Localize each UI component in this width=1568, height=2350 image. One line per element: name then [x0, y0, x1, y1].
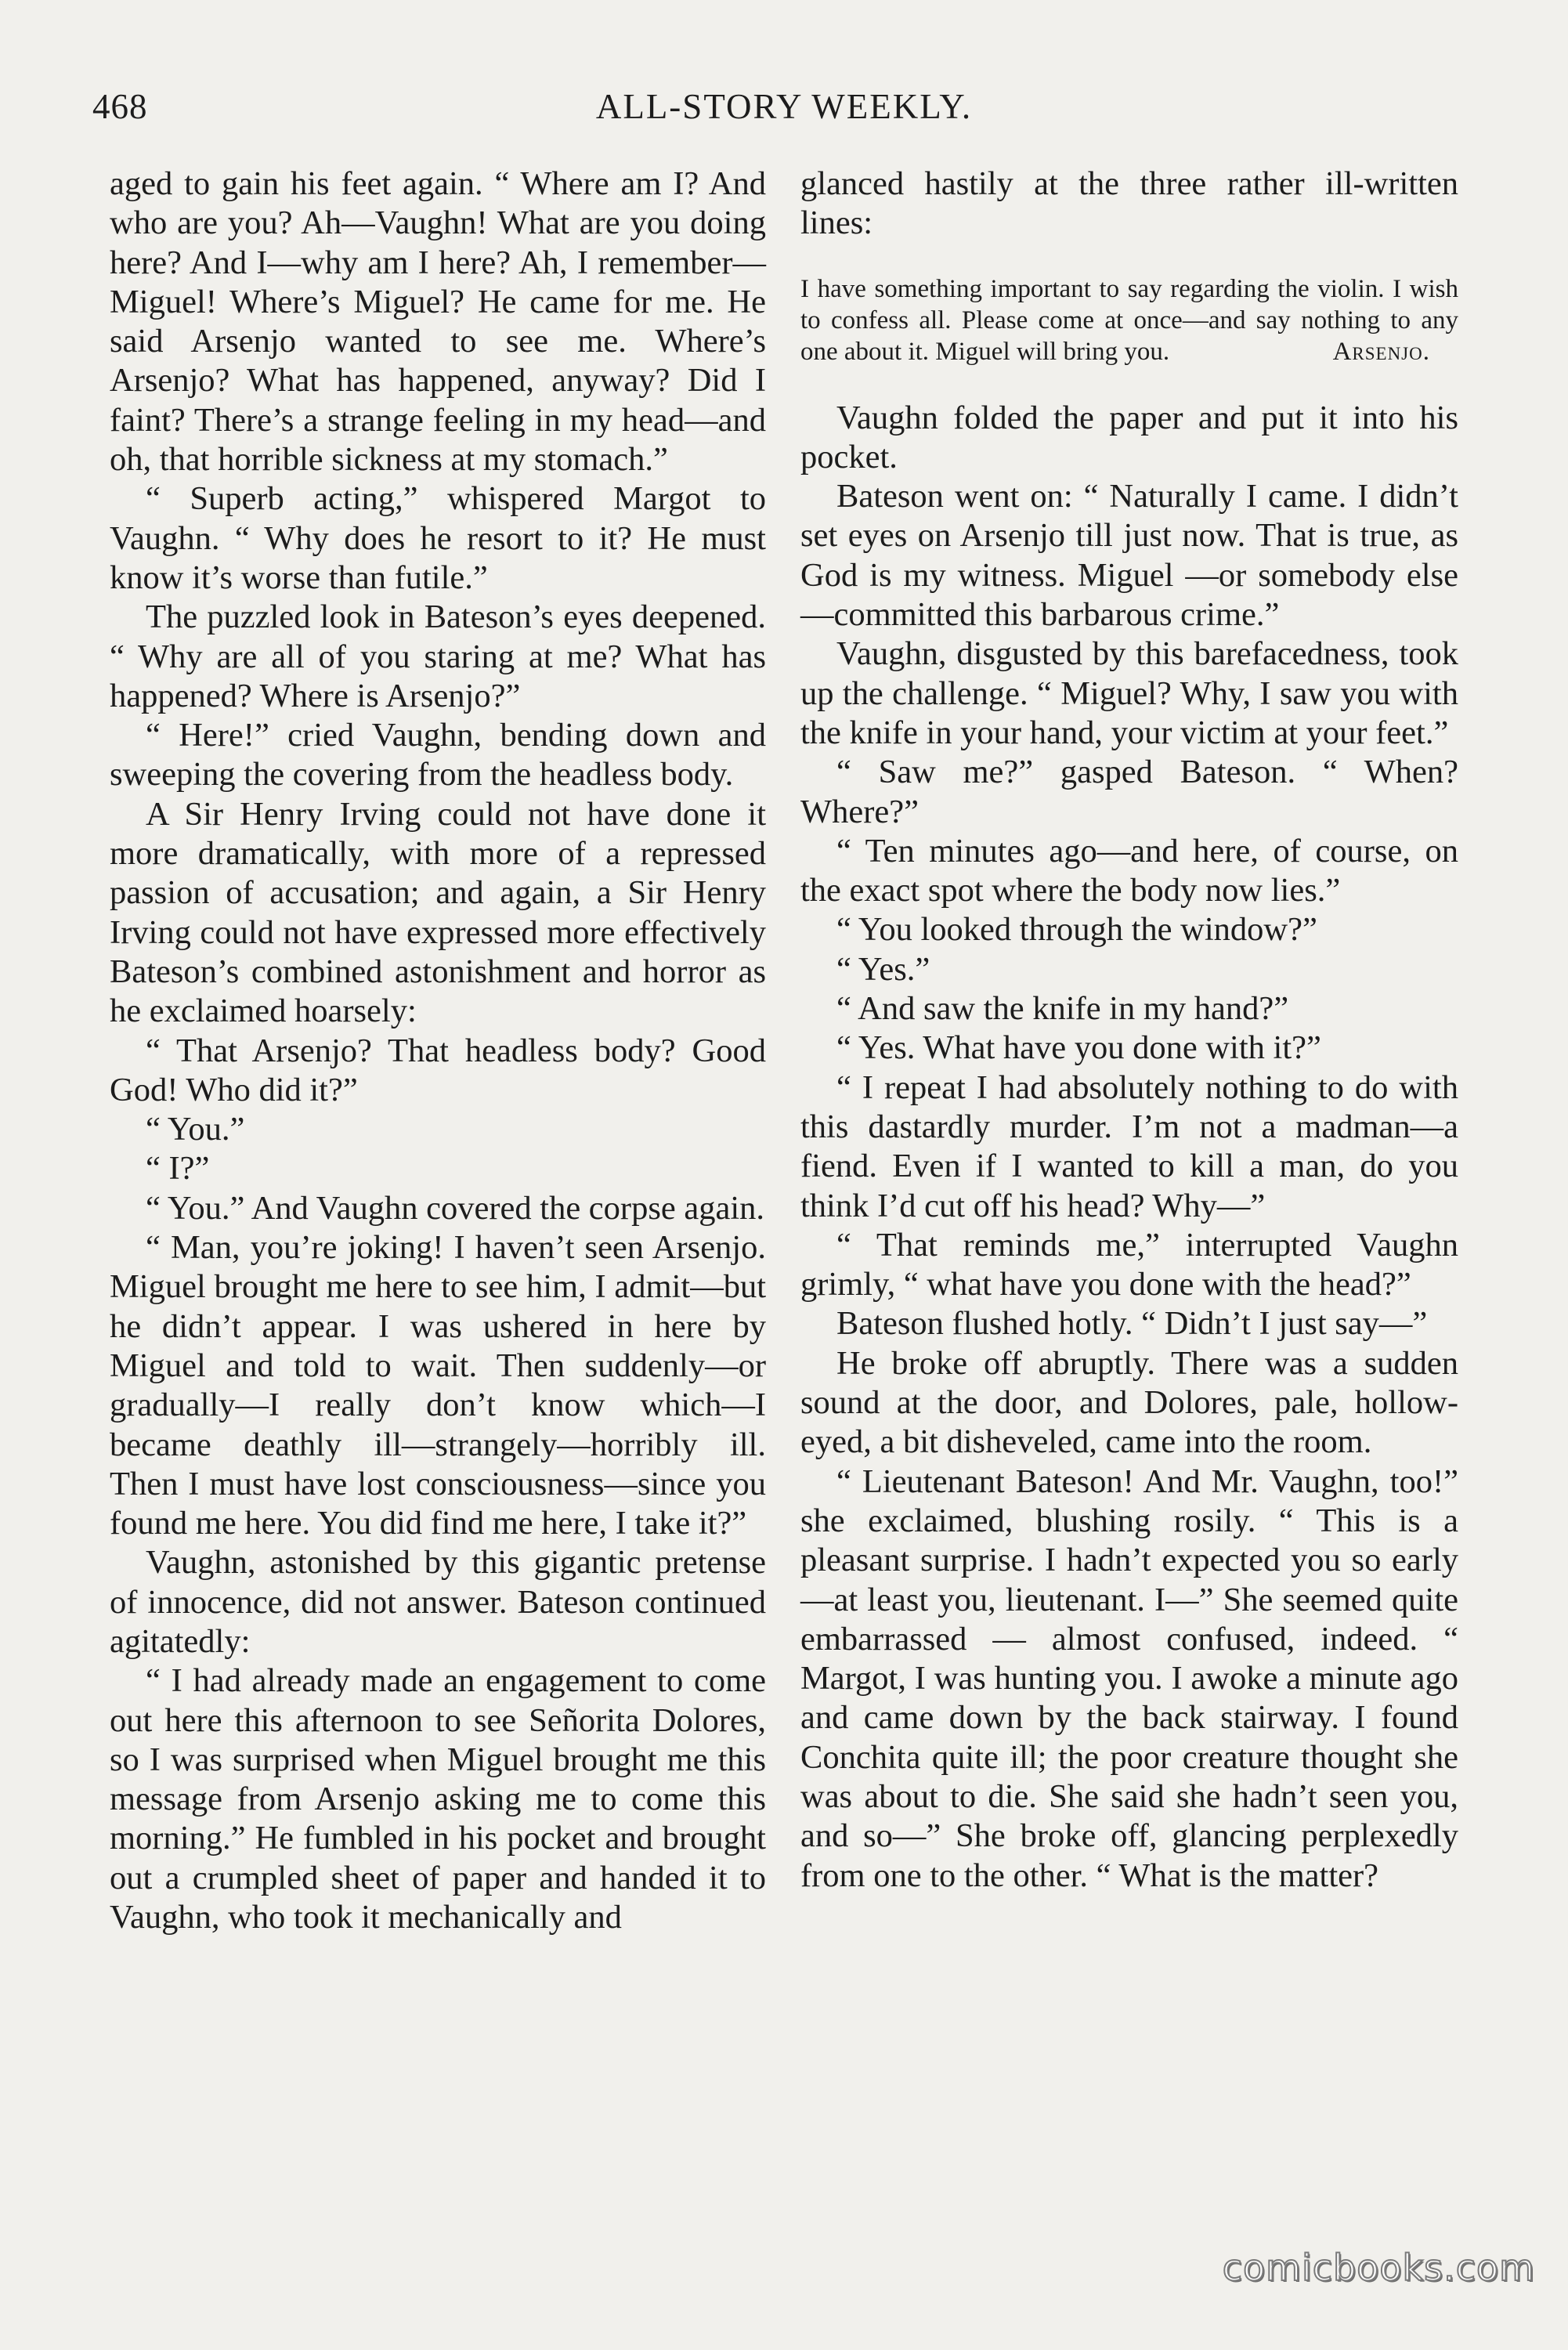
paragraph: “ Yes.”	[836, 950, 930, 988]
paragraph: “ You looked through the window?”	[836, 911, 1317, 949]
paragraph: “ You.”	[146, 1111, 245, 1148]
paragraph: “ Yes. What have you done with it?”	[836, 1029, 1321, 1067]
right-column	[800, 164, 1458, 1896]
paragraph: The puzzled look in Bateson’s eyes deepened. “ Why are all of you staring at me? What has happened? Where is Arsenjo?”	[110, 598, 766, 714]
paragraph: Vaughn folded the paper and put it into his pocket.	[800, 399, 1458, 475]
paragraph: “ That Arsenjo? That headless body? Good God! Who did it?”	[110, 1032, 766, 1108]
paragraph: “ Lieutenant Bateson! And Mr. Vaughn, too!” she exclaimed, blushing rosily. “ This is a pleasant surprise. I hadn’t expected you so early—at least you, lieutenant. I—” She seemed quite embarrassed — almost confused, indeed. “ Margot, I was hunting you. I awoke a minute ago and came down by the back stairway. I found Conchita quite ill; the poor creature thought she was about to die. She said she hadn’t seen you, and so—” She broke off, glancing perplexedly from one to the other. “ What is the matter?	[800, 1462, 1458, 1894]
letter-body: I have something important to say regarding the violin. I wish to confess all. Please come at once—and say nothing to any one about it. Miguel will bring you.	[800, 274, 1458, 366]
paragraph: Vaughn, astonished by this gigantic pretense of innocence, did not answer. Bateson continued agitatedly:	[110, 1544, 766, 1660]
left-column	[110, 164, 766, 1937]
paragraph: Bateson went on: “ Naturally I came. I didn’t set eyes on Arsenjo till just now. That is true, as God is my witness. Miguel —or somebody else—committed this barbarous crime.”	[800, 478, 1458, 634]
paragraph: “ That reminds me,” interrupted Vaughn grimly, “ what have you done with the head?”	[800, 1226, 1458, 1303]
paragraph: aged to gain his feet again. “ Where am I? And who are you? Ah—Vaughn! What are you doing here? And I—why am I here? Ah, I remember—Miguel! Where’s Miguel? He came for me. He said Arsenjo wanted to see me. Where’s Arsenjo? What has happened, anyway? Did I faint? There’s a strange feeling in my head—and oh, that horrible sickness at my stomach.”	[110, 165, 766, 479]
running-head: ALL-STORY WEEKLY.	[595, 87, 973, 126]
watermark: comicbooks.com	[1222, 2247, 1535, 2289]
paragraph: “ And saw the knife in my hand?”	[836, 990, 1289, 1028]
paragraph: “ Here!” cried Vaughn, bending down and sweeping the covering from the headless body.	[110, 717, 766, 794]
paragraph: “ I had already made an engagement to come out here this afternoon to see Señorita Dolores, so I was surprised when Miguel brought me this message from Arsenjo asking me to come this morning.” He fumbled in his pocket and brought out a crumpled sheet of paper and handed it to Vaughn, who took it mechanically and	[110, 1662, 766, 1936]
paragraph: “ Saw me?” gasped Bateson. “ When? Where?”	[800, 754, 1458, 830]
paragraph: “ I repeat I had absolutely nothing to do with this dastardly murder. I’m not a madman—a fiend. Even if I wanted to kill a man, do you think I’d cut off his head? Why—”	[800, 1068, 1458, 1224]
paragraph: “ You.” And Vaughn covered the corpse again.	[146, 1189, 765, 1227]
paragraph: “ Superb acting,” whispered Margot to Vaughn. “ Why does he resort to it? He must know it’s worse than futile.”	[110, 480, 766, 596]
letter-signature: Arsenjo.	[1332, 337, 1430, 366]
paragraph: Bateson flushed hotly. “ Didn’t I just say—”	[836, 1305, 1428, 1343]
paragraph: “ Man, you’re joking! I haven’t seen Arsenjo. Miguel brought me here to see him, I admit—but he didn’t appear. I was ushered in here by Miguel and told to wait. Then suddenly—or gradually—I really don’t know which—I became deathly ill—strangely—horribly ill. Then I must have lost consciousness—since you found me here. You did find me here, I take it?”	[110, 1229, 766, 1542]
quoted-letter	[800, 273, 1458, 367]
paragraph: “ I?”	[146, 1150, 210, 1188]
paragraph: glanced hastily at the three rather ill-written lines:	[800, 165, 1458, 242]
paragraph: “ Ten minutes ago—and here, of course, on the exact spot where the body now lies.”	[800, 832, 1458, 909]
page-number: 468	[92, 87, 148, 126]
paragraph: He broke off abruptly. There was a sudden sound at the door, and Dolores, pale, hollow-eyed, a bit disheveled, came into the room.	[800, 1344, 1458, 1461]
paragraph: A Sir Henry Irving could not have done it more dramatically, with more of a repressed passion of accusation; and again, a Sir Henry Irving could not have expressed more effectively Bateson’s combined astonishment and horror as he exclaimed hoarsely:	[110, 795, 766, 1030]
paragraph: Vaughn, disgusted by this barefacedness, took up the challenge. “ Miguel? Why, I saw you with the knife in your hand, your victim at your feet.”	[800, 635, 1458, 751]
